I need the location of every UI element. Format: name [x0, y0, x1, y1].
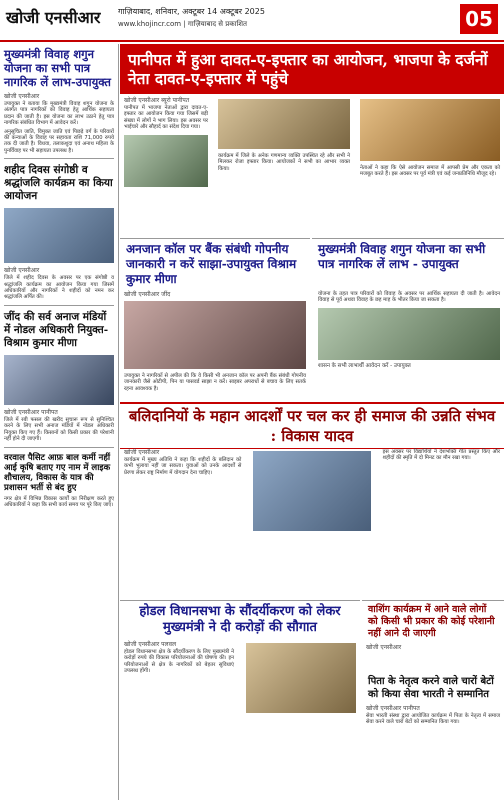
hodal-headline: होडल विधानसभा के सौंदर्यीकरण को लेकर मुख्यमंत्री ने दी करोड़ों की सौगात	[139, 604, 341, 635]
lead-photo-right	[360, 99, 500, 161]
bank-body: उपायुक्त ने नागरिकों से अपील की कि वे किसी भी अनजान कॉल पर अपनी बैंक संबंधी गोपनीय जानकारी जैसे ओटीपी, पिन या पासवर्ड साझा न करें। साइबर अपराधों से बचाव के लिए सतर्क रहना आवश्यक है।	[124, 373, 306, 392]
story-3-headline: जींद की सर्व अनाज मंडियों में नोडल अधिकारी नियुक्त-विश्राम कुमार मीणा	[4, 310, 109, 349]
sacrifice-byline: खोजी एनसीआर	[124, 449, 160, 456]
brand-name: खोजी एनसीआर	[6, 8, 101, 27]
seva-bharti-byline: खोजी एनसीआर पानीपत	[366, 705, 420, 712]
divider	[4, 158, 114, 159]
story-3-byline: खोजी एनसीआर पानीपत	[4, 408, 58, 416]
story-3-body: जिले में रबी फसल की खरीद सुचारू रूप से सुनिश्चित करने के लिए सभी अनाज मंडियों में नोडल अधिकारी नियुक्त किए गए हैं। किसानों को किसी प्रकार की परेशानी नहीं होने दी जाएगी।	[4, 416, 114, 443]
masthead	[0, 0, 504, 42]
bank-byline: खोजी एनसीआर जींद	[124, 291, 171, 298]
hodal-photo	[246, 643, 356, 713]
story-4-body: नगर क्षेत्र में विभिन्न विकास कार्यों का निरीक्षण करते हुए अधिकारियों ने कहा कि सभी कार्य समय पर पूरे किए जाएं।	[4, 495, 114, 508]
washing-block	[362, 600, 504, 671]
shagun-block	[312, 238, 504, 289]
official-portrait	[124, 301, 306, 369]
story-1-headline: मुख्यमंत्री विवाह शगुन योजना का सभी पात्र नागरिक लें लाभ-उपायुक्त	[4, 47, 111, 89]
washing-byline: खोजी एनसीआर	[366, 644, 402, 651]
bank-advisory-headline: अनजान कॉल पर बैंक संबंधी गोपनीय जानकारी न करें साझा-उपायुक्त विश्राम कुमार मीणा	[126, 242, 297, 286]
seva-bharti-block	[362, 672, 504, 800]
issue-meta: गाज़ियाबाद, शनिवार, अक्टूबर 14 अक्टूबर 2025	[118, 7, 265, 16]
hodal-body-block	[120, 640, 360, 800]
lead-headline-band	[120, 44, 504, 94]
bank-advisory-block	[120, 238, 310, 289]
lead-story-col-2	[214, 96, 354, 236]
page-number: 05	[460, 4, 498, 34]
story-1-body-2: अनुसूचित जाति, विमुक्त जाति एवं पिछड़े वर्ग के परिवारों की कन्याओं के विवाह पर सहायता राशि 71,000 रुपये तक दी जाती है। विधवा, तलाकशुदा एवं अनाथ महिला के पुनर्विवाह पर भी सहायता उपलब्ध है।	[4, 128, 114, 154]
seva-bharti-body: सेवा भारती संस्था द्वारा आयोजित कार्यक्रम में पिता के नेतृत्व में समाज सेवा करने वाले चारों बेटों को सम्मानित किया गया।	[366, 713, 500, 726]
sacrifice-body-2: इस अवसर पर विद्यार्थियों ने देशभक्ति गीत प्रस्तुत किए और शहीदों की स्मृति में दो मिनट का मौन रखा गया।	[382, 449, 500, 462]
shagun-photo	[318, 308, 500, 360]
shagun-quote: शासन के सभी लाभार्थी आवेदन करें - उपायुक्त	[318, 362, 411, 369]
lead-headline: पानीपत में हुआ दावत-ए-इफ्तार का आयोजन, भाजपा के दर्जनों नेता दावत-ए-इफ्तार में पहुंचे	[128, 50, 488, 88]
lead-body-3: नेताओं ने कहा कि ऐसे आयोजन समाज में आपसी प्रेम और एकता को मजबूत करते हैं। इस अवसर पर पूर्व मंत्री एवं कई जनप्रतिनिधि मौजूद रहे।	[360, 165, 500, 178]
lead-photo-main	[218, 99, 350, 149]
sacrifice-body: कार्यक्रम में मुख्य अतिथि ने कहा कि शहीदों के बलिदान को कभी भुलाया नहीं जा सकता। युवाओं को उनके आदर्शों से प्रेरणा लेकर राष्ट्र निर्माण में योगदान देना चाहिए।	[124, 457, 242, 476]
seva-bharti-headline: पिता के नेतृत्व करने वाले चारों बेटों को किया सेवा भारती ने सम्मानित	[368, 676, 494, 700]
story-2-headline: शहीद दिवस संगोष्ठी व श्रद्धांजलि कार्यक्रम का किया आयोजन	[4, 164, 113, 203]
lead-story-col-1	[120, 96, 212, 236]
story-1-byline: खोजी एनसीआर	[4, 93, 40, 100]
shagun-body: योजना के तहत पात्र परिवारों को विवाह के अवसर पर आर्थिक सहायता दी जाती है। आवेदन विवाह से पूर्व अथवा विवाह के छह माह के भीतर किया जा सकता है।	[318, 291, 500, 304]
story-2-byline: खोजी एनसीआर	[4, 267, 40, 275]
issue-meta-2: www.khojincr.com | गाज़ियाबाद से प्रकाशित	[118, 20, 248, 28]
lead-photo-small	[124, 135, 208, 187]
sacrifice-headline-block	[120, 402, 504, 449]
story-3-photo	[4, 355, 114, 405]
divider	[4, 305, 114, 306]
mid-row	[120, 290, 504, 400]
lead-byline: खोजी एनसीआर ब्यूरो पानीपत	[124, 97, 190, 104]
hodal-byline: खोजी एनसीआर पलवल	[124, 641, 177, 648]
washing-headline: वाशिंग कार्यक्रम में आने वाले लोगों को किसी भी प्रकार की कोई परेशानी नहीं आने दी जाएगी	[368, 604, 495, 639]
sacrifice-photo	[253, 451, 370, 531]
sacrifice-headline: बलिदानियों के महान आदर्शों पर चल कर ही समाज की उन्नति संभव : विकास यादव	[128, 407, 496, 445]
hodal-body: होडल विधानसभा क्षेत्र के सौंदर्यीकरण के लिए मुख्यमंत्री ने करोड़ों रुपये की विकास परियोजनाओं की घोषणा की। इन परियोजनाओं से क्षेत्र के नागरिकों को बेहतर सुविधाएं उपलब्ध होंगी।	[124, 649, 234, 675]
lower-row	[120, 448, 504, 598]
lead-body-1: पानीपत में भाजपा नेताओं द्वारा दावत-ए-इफ्तार का आयोजन किया गया जिसमें बड़ी संख्या में लोगों ने भाग लिया। इस अवसर पर भाईचारे और सौहार्द का संदेश दिया गया।	[124, 105, 208, 131]
story-2-photo	[4, 208, 114, 263]
divider	[4, 447, 114, 448]
lead-body-2: कार्यक्रम में जिले के अनेक गणमान्य व्यक्ति उपस्थित रहे और सभी ने मिलकर रोजा इफ्तार किया। आयोजकों ने सभी का आभार व्यक्त किया।	[218, 153, 350, 172]
shagun-headline: मुख्यमंत्री विवाह शगुन योजना का सभी पात्र नागरिक लें लाभ - उपायुक्त	[318, 242, 486, 271]
story-1-body: उपायुक्त ने बताया कि मुख्यमंत्री विवाह शगुन योजना के अंतर्गत पात्र नागरिकों को विवाह हेतु आर्थिक सहायता प्रदान की जाती है। इस योजना का लाभ उठाने हेतु पात्र नागरिक संबंधित विभाग में आवेदन करें।	[4, 101, 114, 127]
hodal-block	[120, 600, 360, 639]
left-column	[0, 44, 119, 800]
lead-story-col-3	[356, 96, 504, 236]
story-4-headline: वरवाल पैसिट आफ़ बाल कर्मी नहीं आई कृषि बताए गए नाम में लाइक शौचालय, विकास के यात्र की प्रशासन भर्ती से बंद हुए	[4, 452, 111, 493]
story-2-body: जिले में शहीद दिवस के अवसर पर एक संगोष्ठी व श्रद्धांजलि कार्यक्रम का आयोजन किया गया जिसमें अधिकारियों और नागरिकों ने शहीदों को नमन कर श्रद्धांजलि अर्पित की।	[4, 275, 114, 301]
